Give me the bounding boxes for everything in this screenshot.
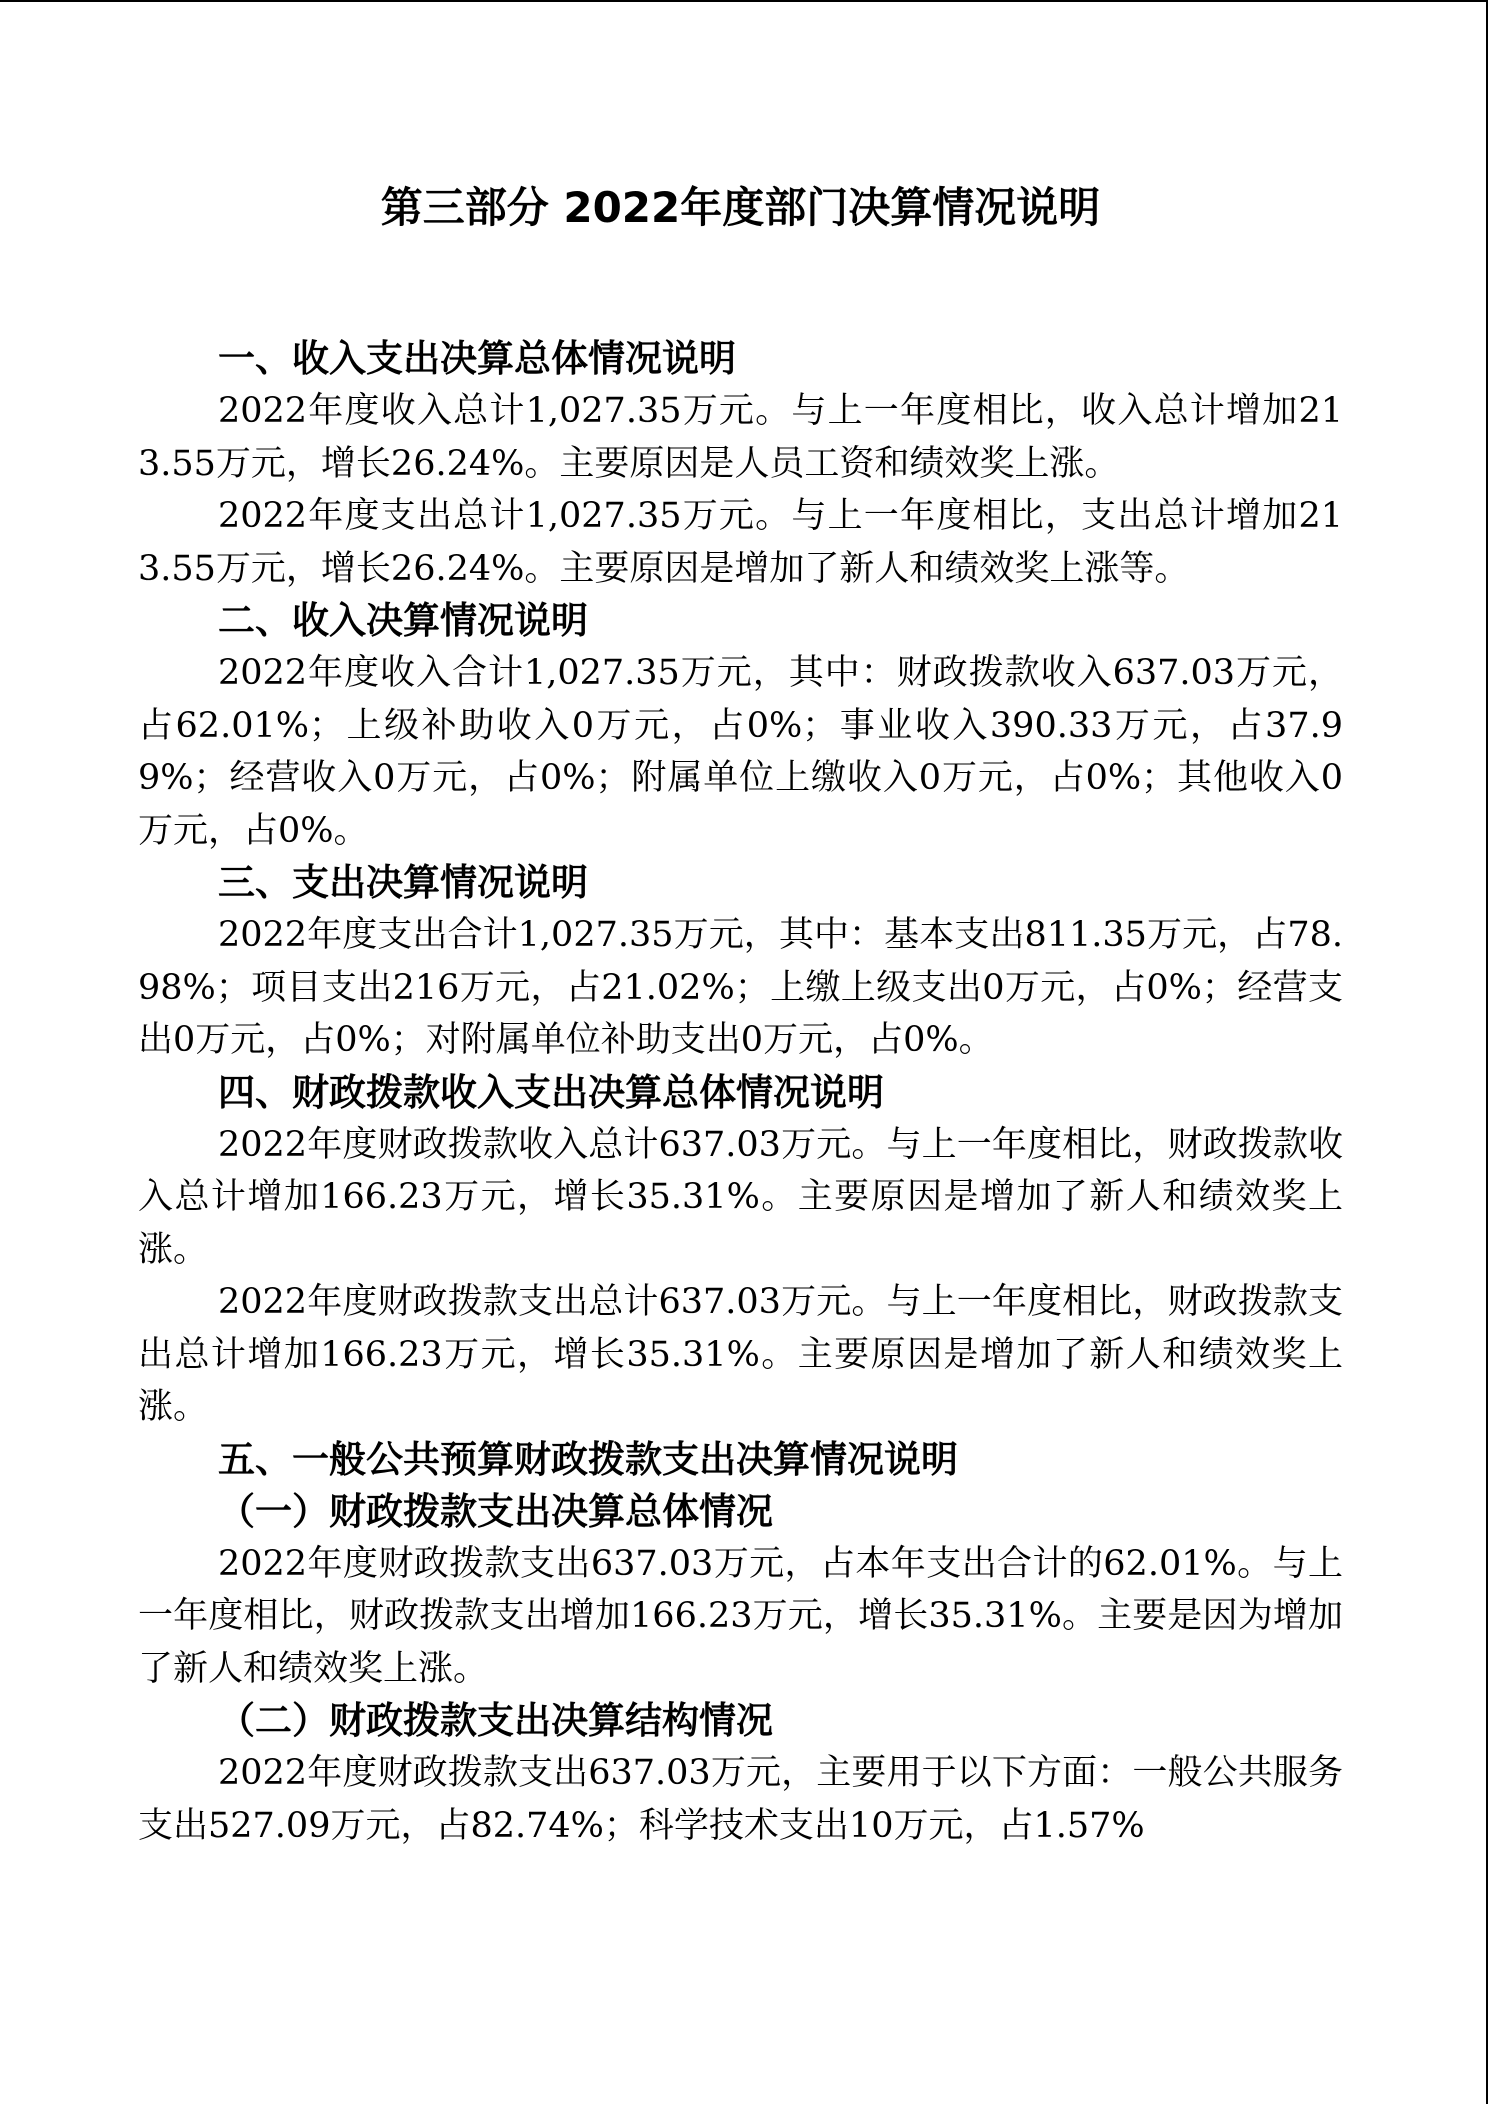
subsection-expenditure-structure (138, 1695, 1343, 1852)
page-title: 第三部分 2022年度部门决算情况说明 (380, 183, 1101, 232)
section-income (138, 595, 1343, 857)
paragraph: 2022年度财政拨款支出637.03万元，主要用于以下方面：一般公共服务支出527.09万元，占82.74%；科学技术支出10万元，占1.57% (138, 1753, 1343, 1846)
paragraph: 2022年度财政拨款支出637.03万元，占本年支出合计的62.01%。与上一年度相比，财政拨款支出增加166.23万元，增长35.31%。主要是因为增加了新人和绩效奖上涨。 (138, 1543, 1343, 1689)
paragraph: 2022年度收入总计1,027.35万元。与上一年度相比，收入总计增加213.55万元，增长26.24%。主要原因是人员工资和绩效奖上涨。 (138, 391, 1343, 484)
page-border-top (0, 0, 1488, 2)
paragraph: 2022年度财政拨款收入总计637.03万元。与上一年度相比，财政拨款收入总计增加166.23万元，增长35.31%。主要原因是增加了新人和绩效奖上涨。 (138, 1124, 1343, 1270)
subsection-overall-expenditure (138, 1486, 1343, 1696)
paragraph: 2022年度支出合计1,027.35万元，其中：基本支出811.35万元，占78.98%；项目支出216万元，占21.02%；上缴上级支出0万元，占0%；经营支出0万元，占0%；对附属单位补助支出0万元，占0%。 (138, 915, 1343, 1060)
section-fiscal-allocation (138, 1067, 1343, 1434)
section-heading: 四、财政拨款收入支出决算总体情况说明 (218, 1070, 884, 1114)
section-heading: 一、收入支出决算总体情况说明 (218, 337, 736, 380)
section-expenditure (138, 857, 1343, 1067)
subsection-heading: （二）财政拨款支出决算结构情况 (218, 1699, 773, 1742)
section-overall (138, 333, 1343, 595)
paragraph: 2022年度支出总计1,027.35万元。与上一年度相比，支出总计增加213.55万元，增长26.24%。主要原因是增加了新人和绩效奖上涨等。 (138, 496, 1343, 589)
paragraph: 2022年度财政拨款支出总计637.03万元。与上一年度相比，财政拨款支出总计增加166.23万元，增长35.31%。主要原因是增加了新人和绩效奖上涨。 (138, 1282, 1343, 1427)
section-heading: 二、收入决算情况说明 (218, 599, 588, 642)
paragraph: 2022年度收入合计1,027.35万元，其中：财政拨款收入637.03万元，占62.01%；上级补助收入0万元，占0%；事业收入390.33万元，占37.99%；经营收入0万元，占0%；附属单位上缴收入0万元，占0%；其他收入0万元，占0%。 (138, 653, 1343, 851)
section-general-budget (138, 1434, 1343, 1486)
document-body (138, 333, 1343, 1852)
section-heading: 五、一般公共预算财政拨款支出决算情况说明 (218, 1437, 958, 1481)
subsection-heading: （一）财政拨款支出决算总体情况 (218, 1489, 773, 1533)
section-heading: 三、支出决算情况说明 (218, 861, 588, 904)
